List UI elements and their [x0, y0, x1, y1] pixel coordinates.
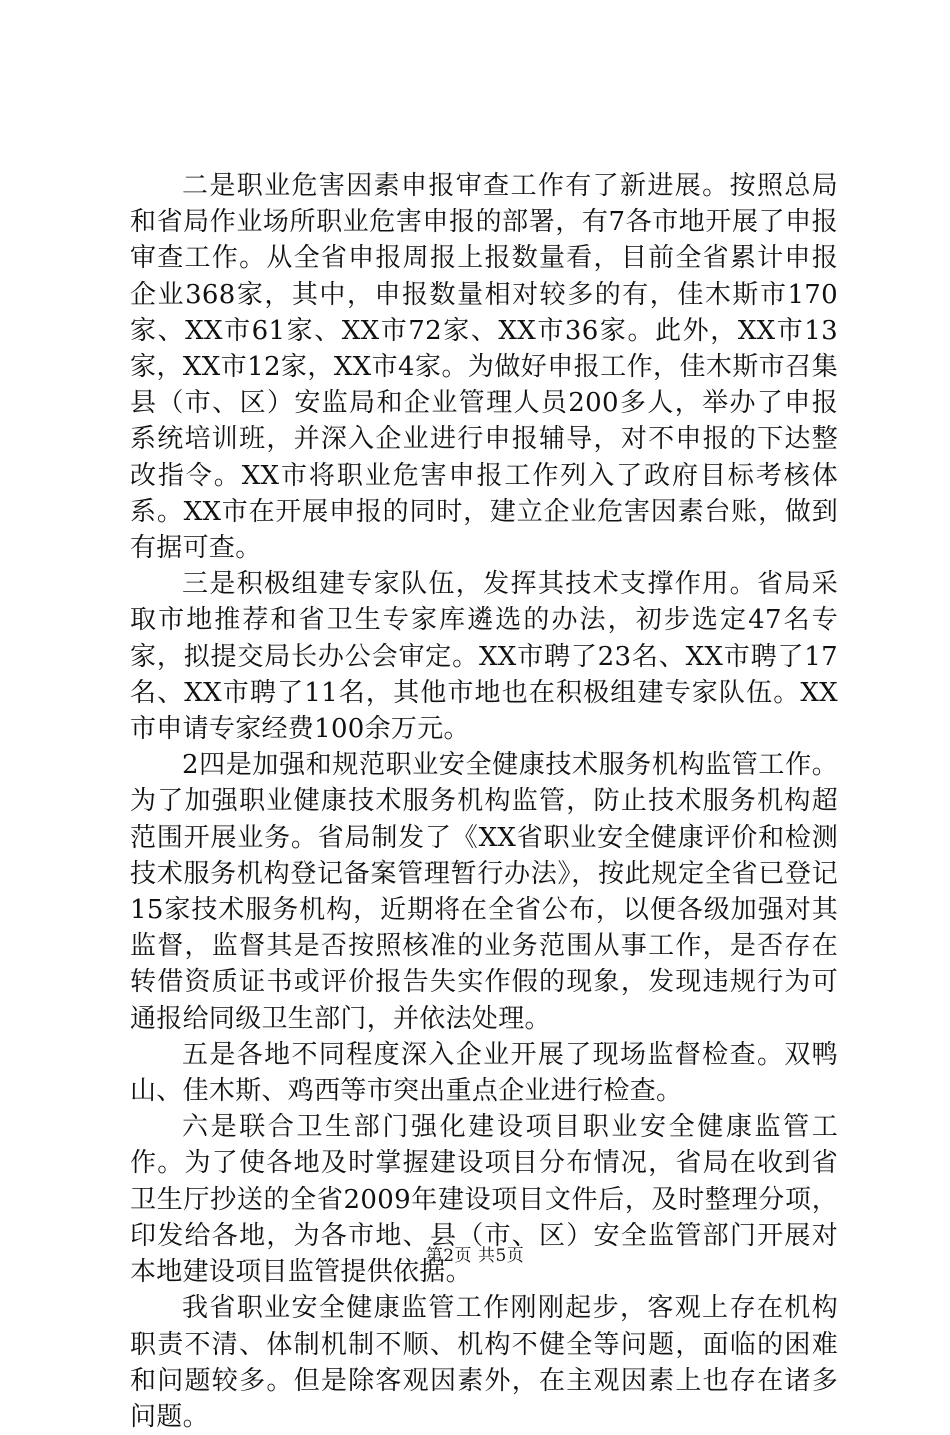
paragraph-service-agency-supervision: 2四是加强和规范职业安全健康技术服务机构监管工作。为了加强职业健康技术服务机构监管，防止技术服务机构超范围开展业务。省局制发了《XX省职业安全健康评价和检测技术服务机构登记备案管理暂行办法》，按此规定全省已登记15家技术服务机构，近期将在全省公布，以便各级加强对其监督，监督其是否按照核准的业务范围从事工作，是否存在转借资质证书或评价报告失实作假的现象，发现违规行为可通报给同级卫生部门，并依法处理。 — [130, 750, 838, 1034]
paragraph-declaration-review: 二是职业危害因素申报审查工作有了新进展。按照总局和省局作业场所职业危害申报的部署，有7各市地开展了申报审查工作。从全省申报周报上报数量看，目前全省累计申报企业368家，其中，申报数量相对较多的有，佳木斯市170家、XX市61家、XX市72家、XX市36家。此外，XX市13家，XX市12家，XX市4家。为做好申报工作，佳木斯市召集县（市、区）安监局和企业管理人员200多人，举办了申报系统培训班，并深入企业进行申报辅导，对不申报的下达整改指令。XX市将职业危害申报工作列入了政府目标考核体系。XX市在开展申报的同时，建立企业危害因素台账，做到有据可查。 — [130, 171, 838, 564]
paragraph-construction-project-supervision: 六是联合卫生部门强化建设项目职业安全健康监管工作。为了使各地及时掌握建设项目分布情况，省局在收到省卫生厅抄送的全省2009年建设项目文件后，及时整理分项，印发给各地，为各市地、县（市、区）安全监管部门开展对本地建设项目监管提供依据。 — [130, 1112, 838, 1288]
page-number-footer: 第2页 共5页 — [425, 1246, 525, 1266]
paragraph-onsite-inspection: 五是各地不同程度深入企业开展了现场监督检查。双鸭山、佳木斯、鸡西等市突出重点企业进行检查。 — [130, 1039, 838, 1107]
paragraph-problems-summary: 我省职业安全健康监管工作刚刚起步，客观上存在机构职责不清、体制机制不顺、机构不健全等问题，面临的困难和问题较多。但是除客观因素外，在主观因素上也存在诸多问题。 — [130, 1293, 838, 1432]
paragraph-expert-team: 三是积极组建专家队伍，发挥其技术支撑作用。省局采取市地推荐和省卫生专家库遴选的办法，初步选定47名专家，拟提交局长办公会审定。XX市聘了23名、XX市聘了17名、XX市聘了11名，其他市地也在积极组建专家队伍。XX市申请专家经费100余万元。 — [130, 569, 838, 745]
